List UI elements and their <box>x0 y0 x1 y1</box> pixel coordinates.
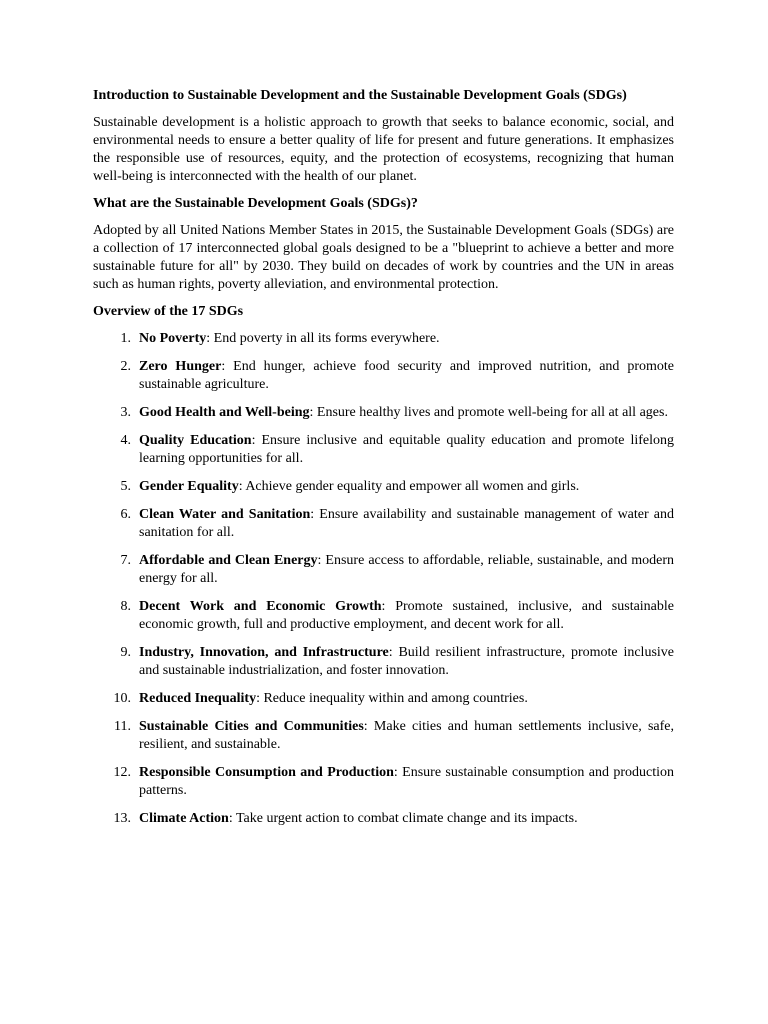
list-item <box>93 358 674 394</box>
goal-description: : End hunger, achieve food security and improved nutrition, and promote sustainable agriculture. <box>139 359 674 392</box>
goal-description: : Achieve gender equality and empower all women and girls. <box>238 479 580 494</box>
goal-description: : Promote sustained, inclusive, and sustainable economic growth, full and productive employment, and decent work for all. <box>139 599 675 632</box>
goal-name: Gender Equality <box>139 479 239 494</box>
overview-heading: Overview of the 17 SDGs <box>93 304 244 319</box>
list-item <box>93 330 674 348</box>
list-item <box>93 764 674 800</box>
list-item <box>93 644 674 680</box>
list-item <box>93 718 674 754</box>
goal-description: : Ensure healthy lives and promote well-being for all at all ages. <box>309 405 668 420</box>
goal-name: Decent Work and Economic Growth <box>139 599 382 614</box>
goal-description: : Reduce inequality within and among countries. <box>256 691 528 706</box>
goal-number: 13. <box>113 811 131 826</box>
document-page <box>93 87 674 838</box>
goal-description: : Make cities and human settlements inclusive, safe, resilient, and sustainable. <box>139 719 674 752</box>
goal-number: 7. <box>120 553 131 568</box>
goal-number: 11. <box>114 719 131 734</box>
goal-name: Zero Hunger <box>139 359 222 374</box>
goal-number: 12. <box>113 765 131 780</box>
what-are-sdgs-heading: What are the Sustainable Development Goals (SDGs)? <box>93 196 418 211</box>
goal-name: Industry, Innovation, and Infrastructure <box>139 645 389 660</box>
list-item <box>93 552 674 588</box>
list-item <box>93 506 674 542</box>
goal-number: 2. <box>120 359 131 374</box>
goal-name: Quality Education <box>139 433 252 448</box>
goal-name: Affordable and Clean Energy <box>139 553 318 568</box>
goal-number: 1. <box>120 331 131 346</box>
goal-number: 8. <box>120 599 131 614</box>
goal-description: : Ensure sustainable consumption and production patterns. <box>139 765 674 798</box>
list-item <box>93 598 674 634</box>
goal-name: No Poverty <box>139 331 207 346</box>
goal-name: Good Health and Well-being <box>139 405 310 420</box>
list-item <box>93 810 674 828</box>
goal-description: : End poverty in all its forms everywhere. <box>206 331 440 346</box>
goal-name: Responsible Consumption and Production <box>139 765 394 780</box>
goal-name: Climate Action <box>139 811 229 826</box>
goal-description: : Ensure access to affordable, reliable, sustainable, and modern energy for all. <box>139 553 674 586</box>
goal-name: Sustainable Cities and Communities <box>139 719 364 734</box>
intro-heading: Introduction to Sustainable Development and the Sustainable Development Goals (SDGs) <box>93 88 627 103</box>
sdg-list <box>93 330 674 828</box>
goal-number: 10. <box>113 691 131 706</box>
goal-description: : Ensure availability and sustainable management of water and sanitation for all. <box>139 507 675 540</box>
goal-number: 6. <box>120 507 131 522</box>
intro-paragraph: Sustainable development is a holistic approach to growth that seeks to balance economic, social, and environmental needs to ensure a better quality of life for present and future generations. It emphasizes the responsible use of resources, equity, and the protection of ecosystems, recognizing that human well-being is interconnected with the health of our planet. <box>93 115 674 184</box>
list-item <box>93 432 674 468</box>
goal-description: : Ensure inclusive and equitable quality education and promote lifelong learning opportunities for all. <box>139 433 674 466</box>
goal-name: Clean Water and Sanitation <box>139 507 311 522</box>
goal-description: : Take urgent action to combat climate change and its impacts. <box>228 811 578 826</box>
goal-description: : Build resilient infrastructure, promote inclusive and sustainable industrialization, and foster innovation. <box>139 645 674 678</box>
what-are-sdgs-paragraph: Adopted by all United Nations Member States in 2015, the Sustainable Development Goals (SDGs) are a collection of 17 interconnected global goals designed to be a "blueprint to achieve a better and more sustainable future for all" by 2030. They build on decades of work by countries and the UN in areas such as human rights, poverty alleviation, and environmental protection. <box>93 223 674 292</box>
goal-number: 3. <box>120 405 131 420</box>
goal-number: 5. <box>120 479 131 494</box>
list-item <box>93 404 674 422</box>
list-item <box>93 478 674 496</box>
goal-number: 4. <box>120 433 131 448</box>
goal-name: Reduced Inequality <box>139 691 257 706</box>
list-item <box>93 690 674 708</box>
goal-number: 9. <box>120 645 131 660</box>
